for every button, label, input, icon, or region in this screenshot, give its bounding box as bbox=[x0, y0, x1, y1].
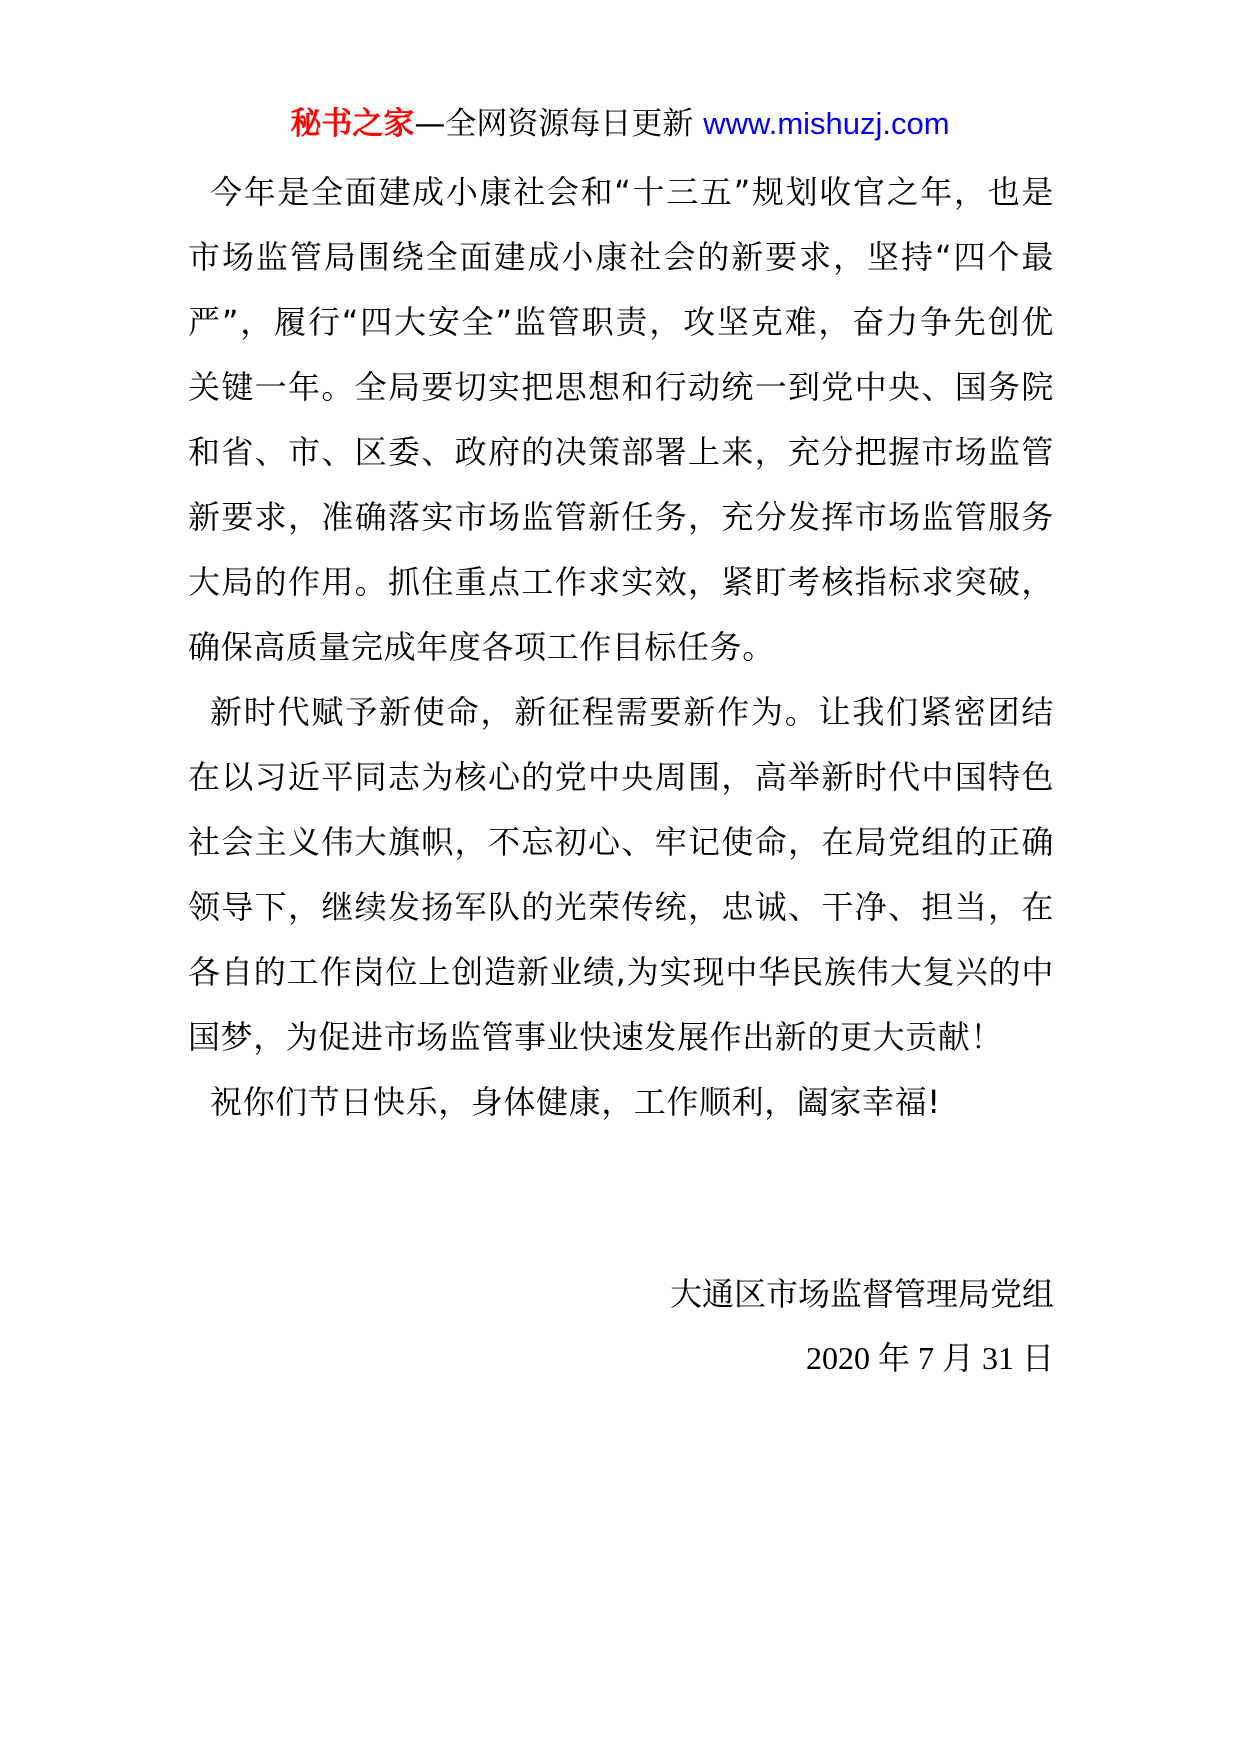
date-day-char: 日 bbox=[1021, 1339, 1054, 1377]
brand-name: 秘书之家 bbox=[290, 106, 415, 142]
paragraph-2: 新时代赋予新使命，新征程需要新作为。让我们紧密团结在以习近平同志为核心的党中央周围，高举新时代中国特色社会主义伟大旗帜，不忘初心、牢记使命，在局党组的正确领导下，继续发扬军队的光荣传统，忠诚、干净、担当，在各自的工作岗位上创造新业绩,为实现中华民族伟大复兴的中国梦，为促进市场监管事业快速发展作出新的更大贡献！ bbox=[188, 693, 1054, 1056]
date-month: 7 bbox=[917, 1340, 934, 1376]
signature-organization: 大通区市场监督管理局党组 bbox=[669, 1275, 1054, 1313]
document-body bbox=[188, 160, 1054, 1135]
watermark-header bbox=[0, 100, 1240, 148]
date-day: 31 bbox=[981, 1340, 1014, 1376]
paragraph-3: 祝你们节日快乐，身体健康，工作顺利，阖家幸福! bbox=[210, 1083, 941, 1121]
header-url[interactable]: www.mishuzj.com bbox=[703, 106, 950, 141]
date-month-char: 月 bbox=[941, 1339, 974, 1377]
date-year-char: 年 bbox=[877, 1339, 910, 1377]
signature-block bbox=[670, 1262, 1054, 1390]
signature-date bbox=[670, 1326, 1054, 1390]
header-slogan: —全网资源每日更新 bbox=[414, 106, 704, 142]
date-year: 2020 bbox=[805, 1340, 870, 1376]
paragraph-1: 今年是全面建成小康社会和“十三五”规划收官之年，也是市场监管局围绕全面建成小康社会的新要求，坚持“四个最严”，履行“四大安全”监管职责，攻坚克难，奋力争先创优关键一年。全局要切实把思想和行动统一到党中央、国务院和省、市、区委、政府的决策部署上来，充分把握市场监管新要求，准确落实市场监管新任务，充分发挥市场监管服务大局的作用。抓住重点工作求实效，紧盯考核指标求突破，确保高质量完成年度各项工作目标任务。 bbox=[188, 173, 1054, 666]
